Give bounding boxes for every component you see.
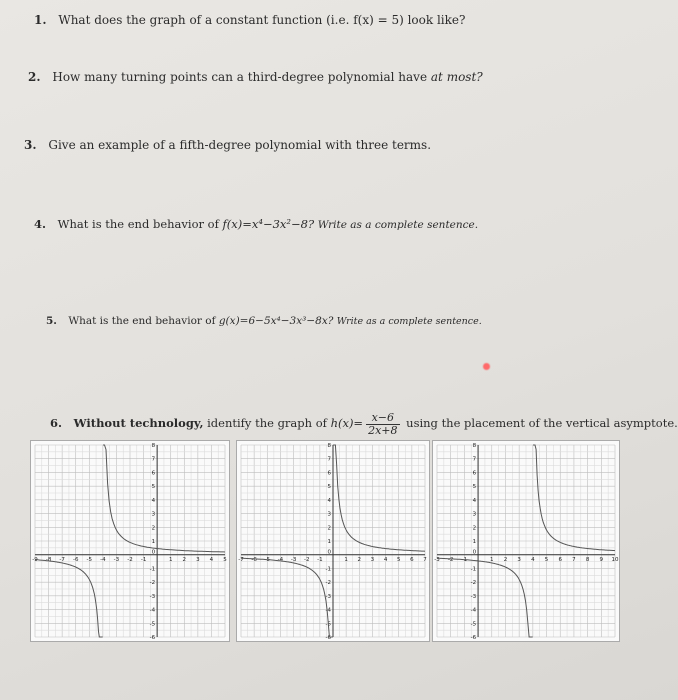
y-tick-label: 2 <box>151 525 156 532</box>
fraction <box>366 412 399 437</box>
y-tick-label: 5 <box>151 484 156 491</box>
x-tick-label: 5 <box>396 556 401 563</box>
question-emphasis: Write as a complete sentence. <box>317 219 479 231</box>
x-tick-label: -3 <box>113 556 120 563</box>
question-emphasis: at most? <box>430 70 483 84</box>
y-tick-label: 8 <box>472 443 477 449</box>
function-expression: g(x)=6−5x⁴−3x³−8x? <box>218 315 334 327</box>
x-tick-label: -1 <box>317 556 323 563</box>
y-tick-label: 2 <box>472 525 477 532</box>
function-expression: f(x)=x⁴−3x²−8? <box>222 217 315 231</box>
x-tick-label: 2 <box>182 556 187 563</box>
fraction-numerator: x−6 <box>366 412 399 425</box>
x-tick-label: 4 <box>209 556 214 563</box>
y-tick-label: 2 <box>327 525 331 532</box>
question-emphasis: Write as a complete sentence. <box>336 316 482 327</box>
y-tick-label: -1 <box>470 566 477 573</box>
x-tick-label: 6 <box>558 556 562 563</box>
y-tick-label: 7 <box>151 456 156 463</box>
x-tick-label: 9 <box>599 556 604 563</box>
question-text: identify the graph of <box>207 416 327 430</box>
x-tick-label: 7 <box>423 556 427 563</box>
y-tick-label: 6 <box>327 470 331 477</box>
y-tick-label: 7 <box>472 456 477 463</box>
x-tick-label: -2 <box>303 556 310 563</box>
x-tick-label: 8 <box>585 556 590 563</box>
y-tick-label: 1 <box>327 539 331 545</box>
question-text: Give an example of a fifth-degree polynomial with three terms. <box>48 138 432 152</box>
y-tick-label: 8 <box>327 443 331 449</box>
y-tick-label: 8 <box>151 443 156 449</box>
y-tick-label: 6 <box>151 470 156 477</box>
x-tick-label: 1 <box>344 556 348 563</box>
y-tick-label: 1 <box>151 539 156 545</box>
graph-a <box>30 440 230 642</box>
x-tick-label: 3 <box>517 556 521 563</box>
x-tick-label: -9 <box>32 556 38 563</box>
y-tick-label: 5 <box>472 484 477 491</box>
question-1 <box>34 12 465 28</box>
y-tick-label: 4 <box>472 497 477 504</box>
x-tick-label: 10 <box>611 556 619 563</box>
y-tick-label: 3 <box>151 511 156 518</box>
y-tick-label: 4 <box>327 497 331 504</box>
y-tick-label: -6 <box>325 635 331 641</box>
question-text: How many turning points can a third-degree polynomial have <box>52 70 428 84</box>
question-number: 3. <box>24 138 37 152</box>
graph-a-svg <box>31 441 229 641</box>
question-number: 4. <box>34 217 47 231</box>
y-tick-label: -5 <box>470 621 477 628</box>
origin-label: 0 <box>327 549 331 556</box>
x-tick-label: 1 <box>168 556 173 563</box>
x-tick-label: -1 <box>140 556 147 563</box>
question-5 <box>46 313 482 330</box>
origin-label: 0 <box>472 549 477 556</box>
x-tick-label: 2 <box>357 556 362 563</box>
question-6 <box>50 410 678 437</box>
graph-b-svg <box>237 441 429 641</box>
y-tick-label: -4 <box>470 607 477 614</box>
question-text: What is the end behavior of <box>57 217 219 231</box>
x-tick-label: -7 <box>238 556 244 563</box>
fraction-denominator: 2x+8 <box>368 423 398 437</box>
origin-label: 0 <box>151 549 156 556</box>
question-4 <box>34 216 478 233</box>
question-2 <box>28 69 483 85</box>
y-tick-label: -6 <box>470 635 477 641</box>
question-number: 6. <box>50 416 63 430</box>
y-tick-label: -4 <box>149 607 156 614</box>
graph-c-svg <box>433 441 619 641</box>
x-tick-label: -2 <box>127 556 133 563</box>
x-tick-label: -1 <box>461 556 468 563</box>
question-bold: Without technology, <box>73 416 204 430</box>
x-tick-label: 5 <box>223 556 227 563</box>
y-tick-label: 4 <box>151 497 156 504</box>
y-tick-label: -4 <box>325 607 331 614</box>
x-tick-label: 2 <box>503 556 508 563</box>
y-tick-label: 6 <box>472 470 477 477</box>
y-tick-label: 3 <box>472 511 477 518</box>
x-tick-label: 1 <box>490 556 494 563</box>
question-number: 2. <box>28 70 41 84</box>
y-tick-label: -6 <box>149 635 156 641</box>
y-tick-label: -1 <box>325 566 331 573</box>
x-tick-label: -5 <box>86 556 93 563</box>
x-tick-label: 5 <box>544 556 549 563</box>
y-tick-label: -3 <box>149 593 156 600</box>
y-tick-label: 5 <box>327 484 331 491</box>
x-tick-label: 4 <box>531 556 535 563</box>
y-tick-label: -2 <box>325 580 331 587</box>
question-number: 5. <box>46 315 57 327</box>
x-tick-label: -2 <box>447 556 454 563</box>
y-tick-label: 7 <box>327 456 331 463</box>
y-tick-label: -3 <box>470 593 477 600</box>
y-tick-label: 3 <box>327 511 331 518</box>
question-text: What is the end behavior of <box>68 315 216 327</box>
x-tick-label: 6 <box>410 556 414 563</box>
red-dot <box>483 363 490 370</box>
x-tick-label: 7 <box>572 556 576 563</box>
x-tick-label: 3 <box>370 556 375 563</box>
x-tick-label: -8 <box>45 556 52 563</box>
y-tick-label: -5 <box>325 621 331 628</box>
x-tick-label: -3 <box>290 556 297 563</box>
graph-c <box>432 440 620 642</box>
x-tick-label: 4 <box>383 556 388 563</box>
question-number: 1. <box>34 13 47 27</box>
question-text-post: using the placement of the vertical asymptote. <box>406 416 678 430</box>
y-tick-label: -1 <box>149 566 156 573</box>
x-tick-label: -7 <box>59 556 65 563</box>
question-3 <box>24 137 431 153</box>
x-tick-label: 3 <box>196 556 200 563</box>
y-tick-label: -2 <box>149 580 156 587</box>
y-tick-label: -5 <box>149 621 156 628</box>
y-tick-label: 1 <box>472 539 477 545</box>
graph-b <box>236 440 430 642</box>
x-tick-label: -6 <box>251 556 257 563</box>
y-tick-label: -3 <box>325 593 331 600</box>
x-tick-label: -6 <box>72 556 79 563</box>
question-text: What does the graph of a constant function (i.e. f(x) = 5) look like? <box>58 13 466 27</box>
x-tick-label: -3 <box>434 556 440 563</box>
function-name: h(x)= <box>330 416 364 430</box>
x-tick-label: -5 <box>264 556 271 563</box>
x-tick-label: -4 <box>100 556 106 563</box>
y-tick-label: -2 <box>470 580 477 587</box>
x-tick-label: -4 <box>277 556 284 563</box>
